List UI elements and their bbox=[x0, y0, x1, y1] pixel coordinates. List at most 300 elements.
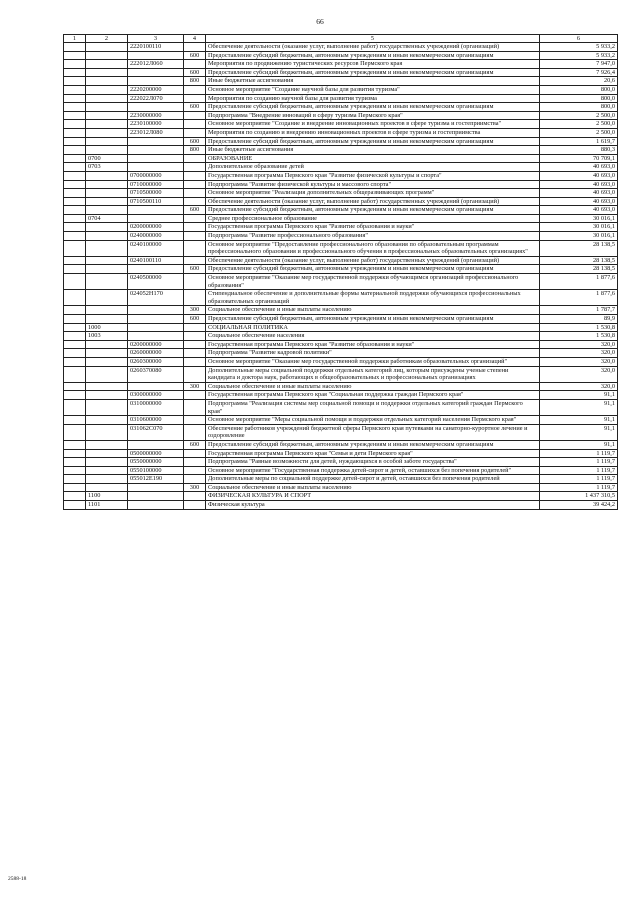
cell-c5: Государственная программа Пермского края "Социальная поддержка граждан Пермского края" bbox=[206, 391, 540, 400]
cell-c6: 1 530,8 bbox=[540, 323, 618, 332]
cell-c2: 0704 bbox=[86, 214, 128, 223]
cell-c4 bbox=[184, 332, 206, 341]
cell-c2 bbox=[86, 315, 128, 324]
cell-c3: 0240100110 bbox=[128, 256, 184, 265]
cell-c3: 0240000000 bbox=[128, 232, 184, 241]
cell-c3 bbox=[128, 501, 184, 510]
cell-c6: 1 119,7 bbox=[540, 449, 618, 458]
table-row bbox=[64, 60, 618, 69]
cell-c6: 2 500,0 bbox=[540, 128, 618, 137]
table-row bbox=[64, 274, 618, 290]
cell-c5: Мероприятия по продвижению туристических ресурсов Пермского края bbox=[206, 60, 540, 69]
cell-c1 bbox=[64, 440, 86, 449]
table-row bbox=[64, 120, 618, 129]
cell-c3 bbox=[128, 265, 184, 274]
table-row bbox=[64, 77, 618, 86]
cell-c2 bbox=[86, 274, 128, 290]
cell-c5: Подпрограмма "Развитие профессионального образования" bbox=[206, 232, 540, 241]
cell-c4: 300 bbox=[184, 306, 206, 315]
cell-c2 bbox=[86, 290, 128, 306]
table-row bbox=[64, 154, 618, 163]
table-row bbox=[64, 424, 618, 440]
table-row bbox=[64, 440, 618, 449]
cell-c2 bbox=[86, 51, 128, 60]
cell-c6: 30 016,1 bbox=[540, 214, 618, 223]
cell-c2 bbox=[86, 180, 128, 189]
table-row bbox=[64, 94, 618, 103]
cell-c1 bbox=[64, 501, 86, 510]
cell-c1 bbox=[64, 51, 86, 60]
cell-c4: 800 bbox=[184, 77, 206, 86]
cell-c5: Обеспечение деятельности (оказание услуг, выполнение работ) государственных учреждений (организаций) bbox=[206, 197, 540, 206]
cell-c1 bbox=[64, 332, 86, 341]
cell-c3: 222022Л070 bbox=[128, 94, 184, 103]
cell-c1 bbox=[64, 449, 86, 458]
cell-c3 bbox=[128, 332, 184, 341]
cell-c5: Иные бюджетные ассигнования bbox=[206, 146, 540, 155]
cell-c3 bbox=[128, 103, 184, 112]
cell-c2 bbox=[86, 366, 128, 382]
cell-c5: Государственная программа Пермского края "Развитие физической культуры и спорта" bbox=[206, 171, 540, 180]
cell-c4 bbox=[184, 466, 206, 475]
cell-c1 bbox=[64, 197, 86, 206]
cell-c6: 91,1 bbox=[540, 391, 618, 400]
cell-c4 bbox=[184, 111, 206, 120]
cell-c1 bbox=[64, 68, 86, 77]
cell-c5: ОБРАЗОВАНИЕ bbox=[206, 154, 540, 163]
cell-c4: 600 bbox=[184, 137, 206, 146]
cell-c3: 0500000000 bbox=[128, 449, 184, 458]
cell-c6: 1 877,6 bbox=[540, 290, 618, 306]
cell-c1 bbox=[64, 232, 86, 241]
cell-c3: 0200000000 bbox=[128, 340, 184, 349]
table-row bbox=[64, 68, 618, 77]
cell-c4 bbox=[184, 357, 206, 366]
cell-c6: 89,9 bbox=[540, 315, 618, 324]
cell-c1 bbox=[64, 306, 86, 315]
cell-c5: Социальное обеспечение и иные выплаты населению bbox=[206, 483, 540, 492]
table-row bbox=[64, 265, 618, 274]
table-row bbox=[64, 223, 618, 232]
cell-c2: 1003 bbox=[86, 332, 128, 341]
cell-c3: 0200000000 bbox=[128, 223, 184, 232]
cell-c1 bbox=[64, 475, 86, 484]
cell-c4 bbox=[184, 232, 206, 241]
cell-c1 bbox=[64, 180, 86, 189]
cell-c3 bbox=[128, 146, 184, 155]
cell-c4 bbox=[184, 366, 206, 382]
cell-c4 bbox=[184, 340, 206, 349]
header-col-2: 2 bbox=[86, 35, 128, 43]
cell-c3 bbox=[128, 77, 184, 86]
cell-c6: 1 877,6 bbox=[540, 274, 618, 290]
cell-c6: 91,1 bbox=[540, 440, 618, 449]
cell-c4 bbox=[184, 197, 206, 206]
cell-c4 bbox=[184, 323, 206, 332]
cell-c2: 0703 bbox=[86, 163, 128, 172]
table-header-row bbox=[64, 35, 618, 43]
cell-c6: 800,0 bbox=[540, 103, 618, 112]
cell-c4 bbox=[184, 171, 206, 180]
cell-c2 bbox=[86, 466, 128, 475]
cell-c2 bbox=[86, 120, 128, 129]
cell-c5: Подпрограмма "Равные возможности для детей, нуждающихся в особой заботе государства" bbox=[206, 458, 540, 467]
cell-c1 bbox=[64, 399, 86, 415]
cell-c3: 0550000000 bbox=[128, 458, 184, 467]
cell-c5: Среднее профессиональное образование bbox=[206, 214, 540, 223]
cell-c4 bbox=[184, 223, 206, 232]
cell-c1 bbox=[64, 163, 86, 172]
cell-c4: 600 bbox=[184, 206, 206, 215]
cell-c4 bbox=[184, 180, 206, 189]
cell-c2 bbox=[86, 349, 128, 358]
cell-c2 bbox=[86, 146, 128, 155]
cell-c2 bbox=[86, 416, 128, 425]
cell-c3: 0710500000 bbox=[128, 189, 184, 198]
cell-c4 bbox=[184, 128, 206, 137]
cell-c5: Предоставление субсидий бюджетным, автономным учреждениям и иным некоммерческим организациям bbox=[206, 51, 540, 60]
cell-c4 bbox=[184, 60, 206, 69]
cell-c5: Подпрограмма "Внедрение инноваций в сферу туризма Пермского края" bbox=[206, 111, 540, 120]
cell-c1 bbox=[64, 146, 86, 155]
table-row bbox=[64, 492, 618, 501]
cell-c5: Предоставление субсидий бюджетным, автономным учреждениям и иным некоммерческим организациям bbox=[206, 440, 540, 449]
cell-c4 bbox=[184, 214, 206, 223]
table-row bbox=[64, 232, 618, 241]
cell-c6: 320,0 bbox=[540, 382, 618, 391]
cell-c4 bbox=[184, 274, 206, 290]
cell-c3: 031062С070 bbox=[128, 424, 184, 440]
cell-c4 bbox=[184, 492, 206, 501]
cell-c3: 2220100110 bbox=[128, 43, 184, 52]
cell-c6: 880,3 bbox=[540, 146, 618, 155]
cell-c4: 600 bbox=[184, 68, 206, 77]
header-col-4: 4 bbox=[184, 35, 206, 43]
cell-c6: 5 933,2 bbox=[540, 51, 618, 60]
cell-c2 bbox=[86, 232, 128, 241]
table-row bbox=[64, 449, 618, 458]
cell-c1 bbox=[64, 137, 86, 146]
cell-c6: 40 693,0 bbox=[540, 206, 618, 215]
cell-c5: ФИЗИЧЕСКАЯ КУЛЬТУРА И СПОРТ bbox=[206, 492, 540, 501]
cell-c5: Физическая культура bbox=[206, 501, 540, 510]
cell-c6: 40 693,0 bbox=[540, 189, 618, 198]
cell-c3: 0260370080 bbox=[128, 366, 184, 382]
cell-c5: Основное мероприятие "Создание научной базы для развития туризма" bbox=[206, 85, 540, 94]
cell-c2 bbox=[86, 111, 128, 120]
cell-c6: 40 693,0 bbox=[540, 163, 618, 172]
cell-c5: Предоставление субсидий бюджетным, автономным учреждениям и иным некоммерческим организациям bbox=[206, 68, 540, 77]
page-number: 66 bbox=[316, 17, 324, 26]
table-row bbox=[64, 197, 618, 206]
table-row bbox=[64, 416, 618, 425]
cell-c4 bbox=[184, 424, 206, 440]
cell-c3: 2220200000 bbox=[128, 85, 184, 94]
table-row bbox=[64, 111, 618, 120]
table-row bbox=[64, 146, 618, 155]
table-row bbox=[64, 332, 618, 341]
cell-c5: Социальное обеспечение и иные выплаты населению bbox=[206, 306, 540, 315]
cell-c6: 70 709,1 bbox=[540, 154, 618, 163]
table-row bbox=[64, 206, 618, 215]
cell-c2 bbox=[86, 189, 128, 198]
cell-c6: 5 933,2 bbox=[540, 43, 618, 52]
cell-c4: 800 bbox=[184, 146, 206, 155]
cell-c2: 0700 bbox=[86, 154, 128, 163]
cell-c1 bbox=[64, 492, 86, 501]
cell-c3: 024052Н170 bbox=[128, 290, 184, 306]
cell-c4 bbox=[184, 189, 206, 198]
cell-c3: 0300000000 bbox=[128, 391, 184, 400]
table-row bbox=[64, 43, 618, 52]
cell-c5: Предоставление субсидий бюджетным, автономным учреждениям и иным некоммерческим организациям bbox=[206, 315, 540, 324]
cell-c4: 600 bbox=[184, 315, 206, 324]
table-row bbox=[64, 214, 618, 223]
cell-c1 bbox=[64, 240, 86, 256]
cell-c4: 300 bbox=[184, 382, 206, 391]
cell-c1 bbox=[64, 128, 86, 137]
table-row bbox=[64, 366, 618, 382]
cell-c6: 1 119,7 bbox=[540, 483, 618, 492]
table-body bbox=[64, 43, 618, 510]
cell-c5: Предоставление субсидий бюджетным, автономным учреждениям и иным некоммерческим организациям bbox=[206, 137, 540, 146]
table-row bbox=[64, 357, 618, 366]
cell-c2 bbox=[86, 340, 128, 349]
cell-c3 bbox=[128, 137, 184, 146]
cell-c2 bbox=[86, 265, 128, 274]
cell-c1 bbox=[64, 43, 86, 52]
cell-c6: 800,0 bbox=[540, 94, 618, 103]
cell-c4: 600 bbox=[184, 51, 206, 60]
cell-c4 bbox=[184, 349, 206, 358]
cell-c1 bbox=[64, 189, 86, 198]
cell-c6: 7 926,4 bbox=[540, 68, 618, 77]
cell-c2 bbox=[86, 357, 128, 366]
cell-c6: 28 138,5 bbox=[540, 265, 618, 274]
cell-c6: 320,0 bbox=[540, 340, 618, 349]
table-row bbox=[64, 501, 618, 510]
cell-c2: 1100 bbox=[86, 492, 128, 501]
header-col-6: 6 bbox=[540, 35, 618, 43]
cell-c3: 0310000000 bbox=[128, 399, 184, 415]
cell-c1 bbox=[64, 171, 86, 180]
cell-c6: 30 016,1 bbox=[540, 223, 618, 232]
cell-c3: 0260300000 bbox=[128, 357, 184, 366]
table-row bbox=[64, 290, 618, 306]
cell-c2 bbox=[86, 137, 128, 146]
table-row bbox=[64, 306, 618, 315]
cell-c6: 40 693,0 bbox=[540, 171, 618, 180]
table-row bbox=[64, 466, 618, 475]
cell-c5: Государственная программа Пермского края "Развитие образования и науки" bbox=[206, 223, 540, 232]
table-row bbox=[64, 180, 618, 189]
cell-c6: 320,0 bbox=[540, 357, 618, 366]
cell-c1 bbox=[64, 290, 86, 306]
cell-c2 bbox=[86, 43, 128, 52]
cell-c1 bbox=[64, 274, 86, 290]
cell-c5: Дополнительные меры социальной поддержки отдельных категорий лиц, которым присуждены ученые степени кандидата и доктора наук, работающих в общеобразовательных и профессиональных организациях bbox=[206, 366, 540, 382]
cell-c5: Основное мероприятие "Реализация дополнительных общеразвивающих программ" bbox=[206, 189, 540, 198]
cell-c4: 600 bbox=[184, 103, 206, 112]
cell-c2 bbox=[86, 424, 128, 440]
cell-c6: 7 947,0 bbox=[540, 60, 618, 69]
cell-c6: 1 437 310,5 bbox=[540, 492, 618, 501]
cell-c5: Предоставление субсидий бюджетным, автономным учреждениям и иным некоммерческим организациям bbox=[206, 206, 540, 215]
header-col-3: 3 bbox=[128, 35, 184, 43]
table-row bbox=[64, 256, 618, 265]
cell-c4 bbox=[184, 391, 206, 400]
header-col-1: 1 bbox=[64, 35, 86, 43]
cell-c6: 30 016,1 bbox=[540, 232, 618, 241]
cell-c6: 1 787,7 bbox=[540, 306, 618, 315]
table-row bbox=[64, 315, 618, 324]
cell-c2 bbox=[86, 240, 128, 256]
cell-c5: Основное мероприятие "Создание и внедрение инновационных проектов в сфере туризма и гостеприимства" bbox=[206, 120, 540, 129]
cell-c2 bbox=[86, 399, 128, 415]
cell-c1 bbox=[64, 357, 86, 366]
cell-c3 bbox=[128, 206, 184, 215]
cell-c6: 40 693,0 bbox=[540, 180, 618, 189]
cell-c2: 1101 bbox=[86, 501, 128, 510]
cell-c3: 2230000000 bbox=[128, 111, 184, 120]
cell-c3 bbox=[128, 440, 184, 449]
cell-c3: 0240100000 bbox=[128, 240, 184, 256]
cell-c3: 0710000000 bbox=[128, 180, 184, 189]
cell-c5: Предоставление субсидий бюджетным, автономным учреждениям и иным некоммерческим организациям bbox=[206, 265, 540, 274]
cell-c3: 223012Л080 bbox=[128, 128, 184, 137]
cell-c3 bbox=[128, 382, 184, 391]
cell-c5: Дополнительное образование детей bbox=[206, 163, 540, 172]
table-row bbox=[64, 189, 618, 198]
cell-c6: 28 138,5 bbox=[540, 256, 618, 265]
cell-c1 bbox=[64, 85, 86, 94]
cell-c6: 1 119,7 bbox=[540, 466, 618, 475]
cell-c2 bbox=[86, 483, 128, 492]
cell-c2 bbox=[86, 68, 128, 77]
cell-c2 bbox=[86, 206, 128, 215]
cell-c1 bbox=[64, 256, 86, 265]
cell-c6: 2 500,0 bbox=[540, 120, 618, 129]
table-row bbox=[64, 399, 618, 415]
table-row bbox=[64, 128, 618, 137]
cell-c4 bbox=[184, 416, 206, 425]
cell-c2 bbox=[86, 77, 128, 86]
cell-c1 bbox=[64, 120, 86, 129]
cell-c4 bbox=[184, 449, 206, 458]
cell-c5: Основное мероприятие "Государственная поддержка детей-сирот и детей, оставшихся без попечения родителей" bbox=[206, 466, 540, 475]
cell-c3 bbox=[128, 68, 184, 77]
cell-c4 bbox=[184, 85, 206, 94]
cell-c4: 300 bbox=[184, 483, 206, 492]
cell-c4 bbox=[184, 163, 206, 172]
cell-c6: 91,1 bbox=[540, 399, 618, 415]
cell-c5: Подпрограмма "Развитие физической культуры и массового спорта" bbox=[206, 180, 540, 189]
table-row bbox=[64, 391, 618, 400]
cell-c4 bbox=[184, 256, 206, 265]
cell-c3: 0710500110 bbox=[128, 197, 184, 206]
table-row bbox=[64, 171, 618, 180]
cell-c3 bbox=[128, 483, 184, 492]
cell-c4: 600 bbox=[184, 440, 206, 449]
cell-c3 bbox=[128, 214, 184, 223]
cell-c2 bbox=[86, 197, 128, 206]
cell-c1 bbox=[64, 416, 86, 425]
cell-c5: Государственная программа Пермского края "Семья и дети Пермского края" bbox=[206, 449, 540, 458]
cell-c1 bbox=[64, 94, 86, 103]
cell-c1 bbox=[64, 483, 86, 492]
cell-c1 bbox=[64, 458, 86, 467]
cell-c1 bbox=[64, 391, 86, 400]
cell-c6: 2 500,0 bbox=[540, 111, 618, 120]
cell-c3: 2230100000 bbox=[128, 120, 184, 129]
table-row bbox=[64, 51, 618, 60]
cell-c2 bbox=[86, 440, 128, 449]
cell-c3 bbox=[128, 154, 184, 163]
cell-c4 bbox=[184, 240, 206, 256]
cell-c3: 0700000000 bbox=[128, 171, 184, 180]
cell-c1 bbox=[64, 340, 86, 349]
cell-c1 bbox=[64, 366, 86, 382]
footer-code: 2588-18 bbox=[8, 876, 27, 882]
cell-c1 bbox=[64, 466, 86, 475]
cell-c5: Обеспечение деятельности (оказание услуг, выполнение работ) государственных учреждений (организаций) bbox=[206, 43, 540, 52]
cell-c1 bbox=[64, 265, 86, 274]
cell-c2: 1000 bbox=[86, 323, 128, 332]
cell-c2 bbox=[86, 85, 128, 94]
cell-c3 bbox=[128, 323, 184, 332]
cell-c6: 39 424,2 bbox=[540, 501, 618, 510]
table-row bbox=[64, 475, 618, 484]
cell-c6: 91,1 bbox=[540, 416, 618, 425]
cell-c1 bbox=[64, 154, 86, 163]
cell-c4 bbox=[184, 120, 206, 129]
cell-c2 bbox=[86, 382, 128, 391]
table-row bbox=[64, 340, 618, 349]
cell-c5: СОЦИАЛЬНАЯ ПОЛИТИКА bbox=[206, 323, 540, 332]
cell-c6: 1 619,7 bbox=[540, 137, 618, 146]
cell-c6: 20,6 bbox=[540, 77, 618, 86]
cell-c6: 40 693,0 bbox=[540, 197, 618, 206]
cell-c5: Мероприятия по созданию и внедрению инновационных проектов в сфере туризма и гостеприимства bbox=[206, 128, 540, 137]
cell-c3 bbox=[128, 51, 184, 60]
table-row bbox=[64, 382, 618, 391]
cell-c4: 600 bbox=[184, 265, 206, 274]
cell-c3 bbox=[128, 163, 184, 172]
table-row bbox=[64, 240, 618, 256]
cell-c4 bbox=[184, 399, 206, 415]
cell-c1 bbox=[64, 382, 86, 391]
cell-c1 bbox=[64, 349, 86, 358]
cell-c3: 222012Л060 bbox=[128, 60, 184, 69]
cell-c2 bbox=[86, 256, 128, 265]
cell-c5: Иные бюджетные ассигнования bbox=[206, 77, 540, 86]
cell-c3: 0260000000 bbox=[128, 349, 184, 358]
cell-c4 bbox=[184, 475, 206, 484]
cell-c5: Социальное обеспечение населения bbox=[206, 332, 540, 341]
cell-c6: 1 119,7 bbox=[540, 475, 618, 484]
cell-c1 bbox=[64, 60, 86, 69]
cell-c4 bbox=[184, 458, 206, 467]
cell-c4 bbox=[184, 290, 206, 306]
cell-c5: Основное мероприятие "Меры социальной помощи и поддержки отдельных категорий населения Пермского края" bbox=[206, 416, 540, 425]
cell-c3: 055012Е190 bbox=[128, 475, 184, 484]
cell-c2 bbox=[86, 223, 128, 232]
budget-table bbox=[63, 34, 618, 510]
cell-c2 bbox=[86, 60, 128, 69]
cell-c5: Обеспечение работников учреждений бюджетной сферы Пермского края путевками на санаторно-курортное лечение и оздоровление bbox=[206, 424, 540, 440]
cell-c2 bbox=[86, 94, 128, 103]
table-row bbox=[64, 323, 618, 332]
